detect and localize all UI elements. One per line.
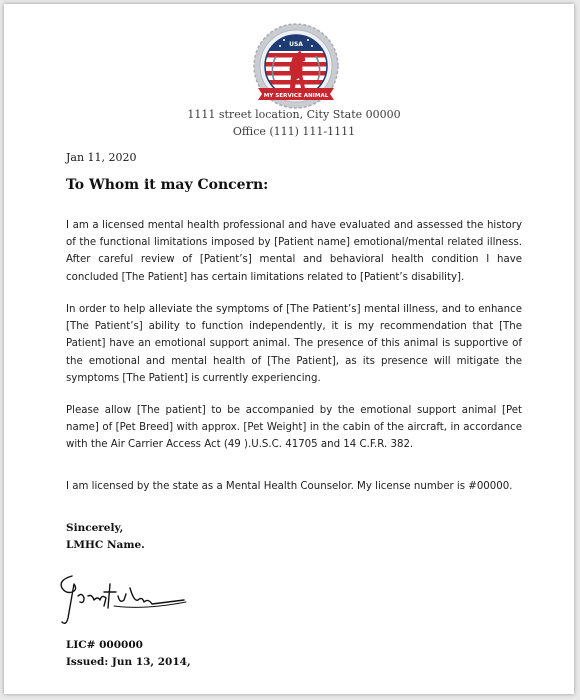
paragraph-license: I am licensed by the state as a Mental Health Counselor. My license number is #00000. — [66, 481, 513, 492]
office-phone: Office (111) 111-1111 — [232, 125, 356, 138]
closing: Sincerely, — [66, 522, 124, 534]
salutation: To Whom it may Concern: — [66, 177, 269, 193]
issued-date: Issued: Jun 13, 2014, — [66, 656, 191, 668]
logo-banner-text: MY SERVICE ANIMAL — [263, 93, 329, 99]
license-number: LIC# 000000 — [66, 639, 143, 651]
signer-name: LMHC Name. — [66, 539, 145, 551]
service-animal-logo — [248, 22, 344, 116]
handwritten-signature — [54, 566, 194, 628]
paragraph-recommendation: In order to help alleviate the symptoms of [The Patient’s] mental illness, and to enhance [The Patient’s] ability to function independently, it is my recommendation that [The Patient] have an emotional support animal. The presence of this animal is supportive of the emotional and mental health of [The Patient], as its presence will mitigate the symptoms [The Patient] is currently experiencing. — [66, 304, 522, 384]
logo-usa-text: USA — [289, 41, 303, 48]
letter-page — [4, 4, 574, 694]
paragraph-evaluation: I am a licensed mental health professional and have evaluated and assessed the history of the functional limitations imposed by [Patient name] emotional/mental related illness. After careful review of [Patient’s] mental and behavioral health condition I have concluded [The Patient] has certain limitations related to [Patient’s disability]. — [66, 220, 522, 283]
letter-date: Jan 11, 2020 — [66, 151, 137, 164]
paragraph-travel-request: Please allow [The patient] to be accompanied by the emotional support animal [Pet name] of [Pet Breed] with approx. [Pet Weight] in the cabin of the aircraft, in accordance with the Air Carrier Access Act (49 ).U.S.C. 41705 and 14 C.F.R. 382. — [66, 405, 522, 451]
address-line: 1111 street location, City State 00000 — [187, 108, 401, 121]
